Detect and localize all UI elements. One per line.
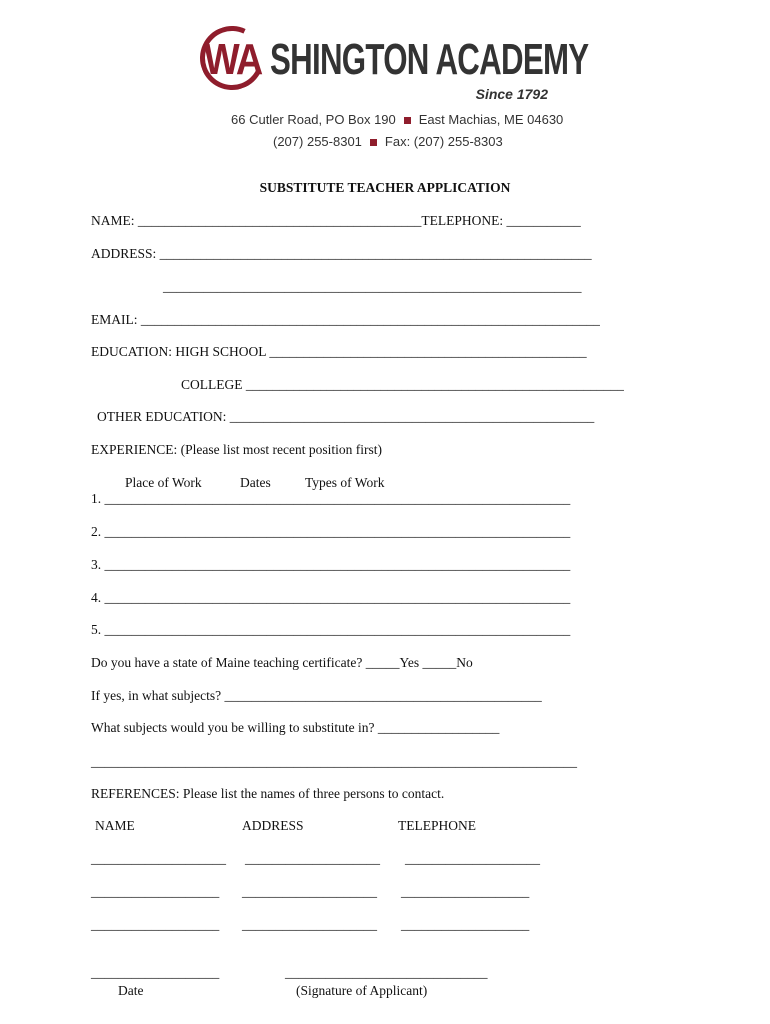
subjects-question[interactable]: If yes, in what subjects? _______________________________________________ — [91, 688, 542, 703]
education-high-school-field[interactable]: EDUCATION: HIGH SCHOOL _______________________________________________ — [91, 344, 587, 359]
other-education-field[interactable]: OTHER EDUCATION: ______________________________________________________ — [97, 409, 595, 424]
willing-subjects-question[interactable]: What subjects would you be willing to substitute in? __________________ — [91, 720, 500, 735]
reference-name-field[interactable]: ___________________ — [91, 917, 220, 932]
address-field[interactable]: ADDRESS: ________________________________________________________________ — [91, 246, 592, 261]
washington-academy-logo — [200, 24, 589, 104]
experience-col-place: Place of Work — [125, 475, 202, 490]
logo-main-text: SHINGTON ACADEMY — [270, 35, 589, 84]
email-field[interactable]: EMAIL: ____________________________________________________________________ — [91, 312, 600, 327]
willing-subjects-line[interactable]: ________________________________________________________________________ — [91, 754, 577, 769]
reference-address-field[interactable]: ____________________ — [242, 884, 377, 899]
experience-line[interactable]: 2. _____________________________________________________________________ — [91, 524, 571, 539]
signature-field[interactable]: ______________________________ — [285, 965, 488, 980]
reference-address-field[interactable]: ____________________ — [242, 917, 377, 932]
address-city: East Machias, ME 04630 — [418, 112, 564, 127]
reference-name-field[interactable]: ____________________ — [91, 851, 226, 866]
address-street: 66 Cutler Road, PO Box 190 — [231, 112, 396, 127]
square-bullet-icon — [404, 117, 411, 124]
experience-line[interactable]: 5. _____________________________________________________________________ — [91, 622, 571, 637]
contact-line — [273, 134, 503, 149]
reference-telephone-field[interactable]: ___________________ — [401, 884, 530, 899]
reference-col-telephone: TELEPHONE — [398, 818, 476, 833]
fax-number: Fax: (207) 255-8303 — [384, 134, 503, 149]
reference-name-field[interactable]: ___________________ — [91, 884, 220, 899]
education-college-field[interactable]: COLLEGE ________________________________________________________ — [181, 377, 624, 392]
references-heading: REFERENCES: Please list the names of three persons to contact. — [91, 786, 445, 801]
signature-label: (Signature of Applicant) — [296, 983, 428, 998]
experience-line[interactable]: 1. _____________________________________________________________________ — [91, 491, 571, 506]
experience-line[interactable]: 3. _____________________________________________________________________ — [91, 557, 571, 572]
address-line — [231, 112, 563, 127]
square-bullet-icon — [370, 139, 377, 146]
phone-number: (207) 255-8301 — [273, 134, 362, 149]
address-field-line2[interactable]: ______________________________________________________________ — [163, 279, 582, 294]
reference-address-field[interactable]: ____________________ — [245, 851, 380, 866]
name-telephone-field[interactable]: NAME: __________________________________________TELEPHONE: ___________ — [91, 213, 581, 228]
form-title: SUBSTITUTE TEACHER APPLICATION — [259, 180, 511, 195]
date-field[interactable]: ___________________ — [91, 965, 220, 980]
certificate-question[interactable]: Do you have a state of Maine teaching certificate? _____Yes _____No — [91, 655, 473, 670]
logo-accent-text: WA — [204, 35, 262, 84]
experience-col-dates: Dates — [240, 475, 271, 490]
reference-col-name: NAME — [95, 818, 135, 833]
experience-heading: EXPERIENCE: (Please list most recent position first) — [91, 442, 382, 457]
date-label: Date — [118, 983, 144, 998]
logo-since: Since 1792 — [475, 86, 548, 102]
experience-line[interactable]: 4. _____________________________________________________________________ — [91, 590, 571, 605]
experience-col-types: Types of Work — [305, 475, 385, 490]
reference-telephone-field[interactable]: ___________________ — [401, 917, 530, 932]
reference-telephone-field[interactable]: ____________________ — [405, 851, 540, 866]
reference-col-address: ADDRESS — [242, 818, 304, 833]
